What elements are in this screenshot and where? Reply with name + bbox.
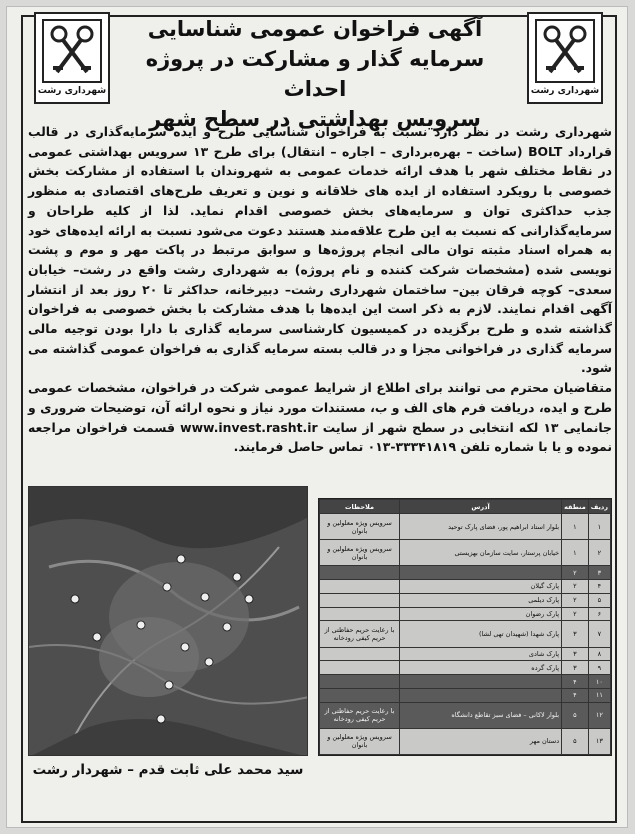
address-cell (400, 688, 562, 702)
bottom-section (28, 486, 612, 756)
zone-cell: ۲ (562, 580, 589, 594)
header-address: آدرس (400, 500, 562, 514)
notes-cell (320, 661, 400, 675)
header-notes: ملاحظات (320, 500, 400, 514)
address-cell: بلوار لاکانی – فضای سبز تقاطع دانشگاه (400, 702, 562, 728)
table-row (320, 540, 611, 566)
row-number: ۸ (588, 647, 610, 661)
locations-table (318, 498, 612, 756)
address-cell: بلوار استاد ابراهیم پور، فضای پارک توحید (400, 514, 562, 540)
row-number: ۱۱ (588, 688, 610, 702)
table-body (320, 514, 611, 755)
notes-cell (320, 566, 400, 580)
table-row (320, 566, 611, 580)
zone-cell: ۵ (562, 728, 589, 754)
address-cell (400, 675, 562, 689)
zone-cell: ۲ (562, 593, 589, 607)
notes-cell (320, 607, 400, 621)
logo-caption: شهرداری رشت (37, 86, 107, 96)
address-cell: پارک شهدا (شهیدان تهی لشا) (400, 621, 562, 647)
header-row-no: ردیف (588, 500, 610, 514)
row-number: ۴ (588, 580, 610, 594)
address-cell: پارک شادی (400, 647, 562, 661)
table-row (320, 702, 611, 728)
table-row (320, 607, 611, 621)
title-line: سرمایه گذار و مشارکت در پروژه احداث (145, 47, 485, 101)
notes-cell: سرویس ویژه معلولین و بانوان (320, 728, 400, 754)
aerial-map-graphic (29, 487, 308, 756)
title-line: آگهی فراخوان عمومی شناسایی (147, 17, 483, 41)
address-cell: پارک گیلان (400, 580, 562, 594)
title-line: سرویس بهداشتی در سطح شهر (149, 107, 481, 131)
row-number: ۵ (588, 593, 610, 607)
zone-cell: ۱ (562, 514, 589, 540)
table-row (320, 593, 611, 607)
zone-cell: ۲ (562, 566, 589, 580)
row-number: ۲ (588, 540, 610, 566)
zone-cell: ۳ (562, 661, 589, 675)
signature: سید محمد علی ثابت قدم – شهردار رشت (32, 762, 304, 778)
notes-cell: با رعایت حریم حفاظتی از حریم کیفی رودخانه (320, 621, 400, 647)
body-paragraph: متقاضیان محترم می توانند برای اطلاع از شرایط عمومی شرکت در فراخوان، مشخصات عمومی طرح و ایده، دریافت فرم های الف و ب، مستندات مورد نیاز و نحوه ارائه آن، توضیحات ضروری و جانمایی ۱۳ لکه انتخابی در سطح شهر از سایت www.invest.rasht.ir قسمت فراخوان مراجعه نموده و یا با شماره تلفن ۳۳۳۴۱۸۱۹-۰۱۳ تماس حاصل فرمایند. (28, 380, 612, 455)
keys-emblem-icon (41, 18, 103, 84)
row-number: ۷ (588, 621, 610, 647)
notes-cell: سرویس ویژه معلولین و بانوان (320, 540, 400, 566)
municipality-logo-right (527, 12, 603, 104)
table-row (320, 647, 611, 661)
zone-cell: ۲ (562, 607, 589, 621)
row-number: ۱۳ (588, 728, 610, 754)
logo-caption: شهرداری رشت (530, 86, 600, 96)
address-cell: دستان مهر (400, 728, 562, 754)
notes-cell (320, 647, 400, 661)
row-number: ۳ (588, 566, 610, 580)
notes-cell (320, 580, 400, 594)
table-row (320, 621, 611, 647)
header-zone: منطقه (562, 500, 589, 514)
ad-body (28, 122, 612, 457)
table-row (320, 688, 611, 702)
address-cell (400, 566, 562, 580)
zone-cell: ۳ (562, 621, 589, 647)
address-cell: پارک دیلمی (400, 593, 562, 607)
notes-cell (320, 675, 400, 689)
keys-emblem-icon (534, 18, 596, 84)
notes-cell: سرویس ویژه معلولین و بانوان (320, 514, 400, 540)
zone-cell: ۵ (562, 702, 589, 728)
table-row (320, 728, 611, 754)
row-number: ۱۲ (588, 702, 610, 728)
table-row (320, 675, 611, 689)
table-row (320, 514, 611, 540)
zone-cell: ۳ (562, 647, 589, 661)
zone-cell: ۴ (562, 675, 589, 689)
ad-title (120, 14, 510, 134)
notes-cell (320, 688, 400, 702)
row-number: ۱۰ (588, 675, 610, 689)
notes-cell (320, 593, 400, 607)
row-number: ۹ (588, 661, 610, 675)
body-paragraph: شهرداری رشت در نظر دارد نسبت به فراخوان شناسایی طرح و ایده سرمایه‌گذاری در قالب قرارداد BOLT (ساخت – بهره‌برداری – اجاره – انتقال) برای طرح ۱۳ سرویس بهداشتی عمومی در نقاط مختلف شهر با هدف ارائه خدمات عمومی به شهروندان با استفاده از مشارکت بخش خصوصی با رویکرد استفاده از ایده های خلاقانه و نوین و تعریف طرح‌های اقتصادی به منظور جذب حداکثری توان و سرمایه‌های بخش خصوصی اقدام نماید. لذا از کلیه طراحان و سرمایه‌گذارانی که نسبت به این طرح علاقه‌مند هستند دعوت می‌شود نسبت به ارائه ایده‌های خود به همراه اسناد مثبته توان مالی انجام پروژه‌ها و سوابق مرتبط در پاکت مهر و موم و پشت نویسی شده (مشخصات شرکت کننده و نام پروژه) به شهرداری رشت واقع در رشت– خیابان سعدی– کوچه فرقان بین– ساختمان شهرداری رشت– دبیرخانه، حداکثر تا ۲۰ روز بعد از انتشار آگهی اقدام نمایند. لازم به ذکر است این ایده‌ها با هدف مشارکت با بخش خصوصی به فراخوان گذاشته شده و طرح برگزیده در کمیسیون کارشناسی سرمایه گذاری با دارا بودن توجیه مالی سرمایه گذاری در فراخوانی مجزا و در قالب بسته سرمایه گذاری به فراخوان عمومی گذاشته می شود. (28, 124, 613, 376)
zone-cell: ۱ (562, 540, 589, 566)
address-cell: خیابان پرستار، سایت سازمان بهزیستی (400, 540, 562, 566)
row-number: ۱ (588, 514, 610, 540)
notes-cell: با رعایت حریم حفاظتی از حریم کیفی رودخانه (320, 702, 400, 728)
address-cell: پارک گرده (400, 661, 562, 675)
address-cell: پارک رضوان (400, 607, 562, 621)
zone-cell: ۴ (562, 688, 589, 702)
municipality-logo-left (34, 12, 110, 104)
table-row (320, 661, 611, 675)
city-map-image (28, 486, 308, 756)
row-number: ۶ (588, 607, 610, 621)
table-row (320, 580, 611, 594)
